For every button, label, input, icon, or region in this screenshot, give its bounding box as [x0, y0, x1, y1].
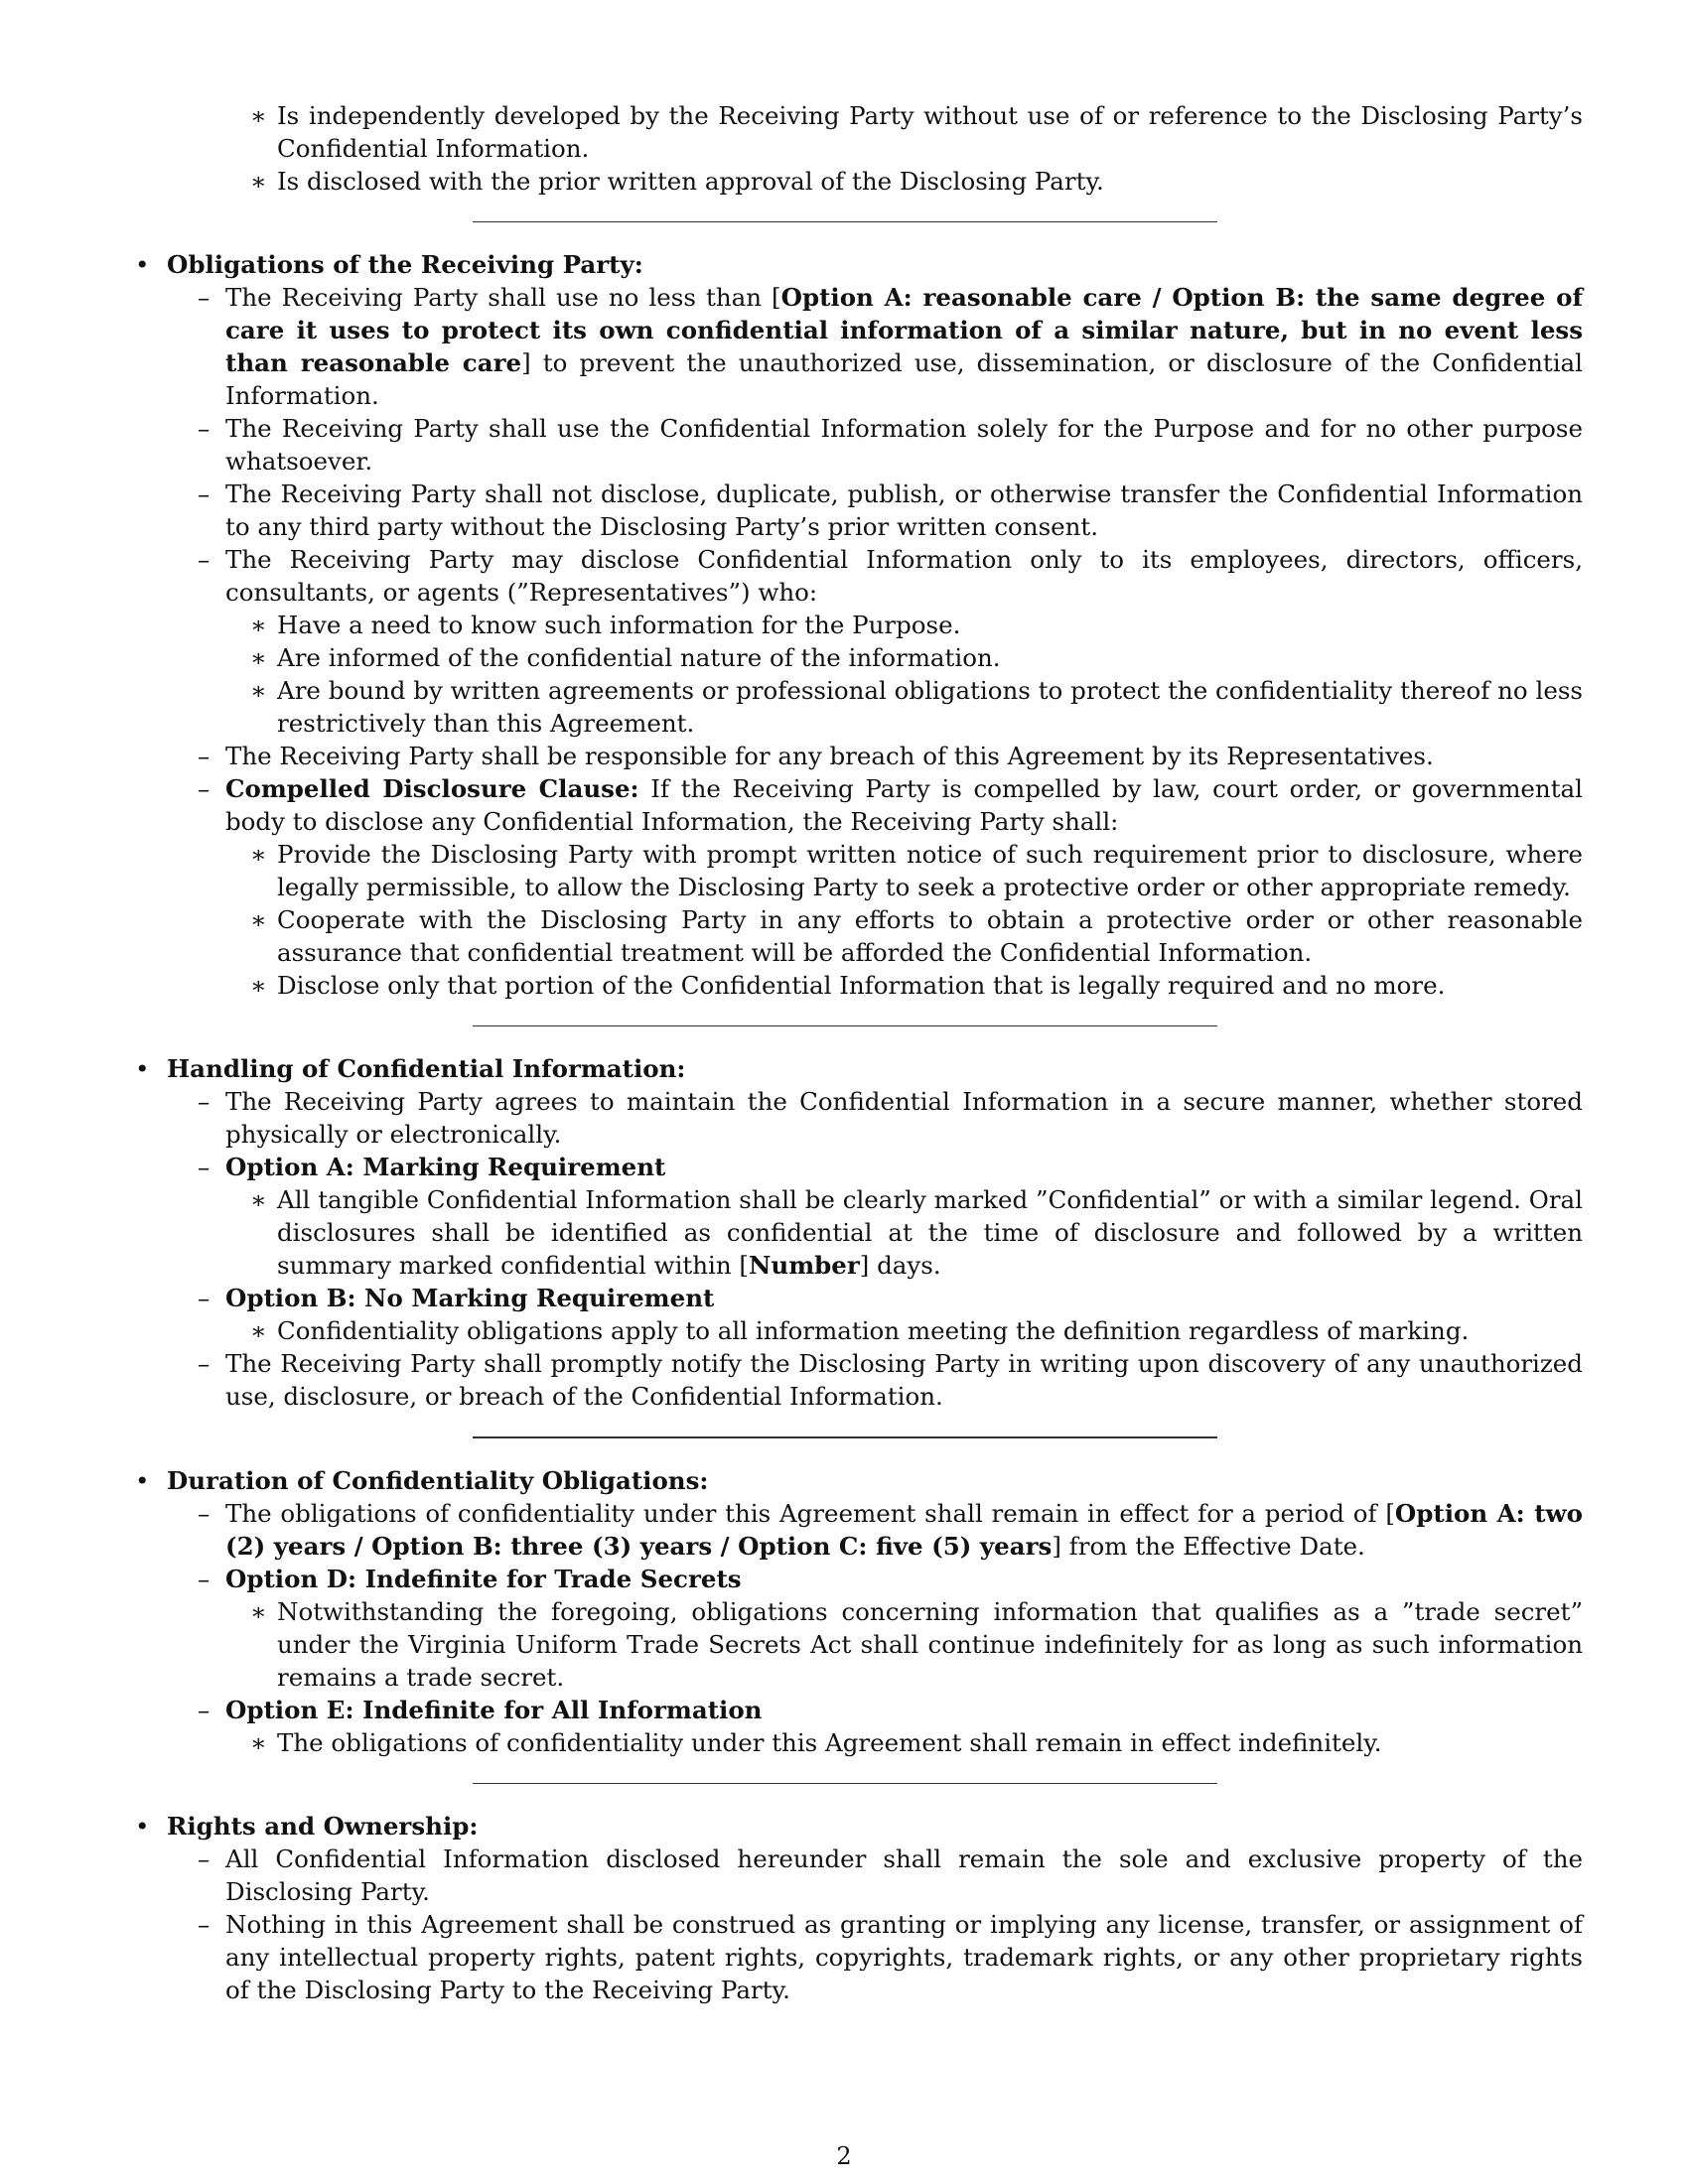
section-heading: Rights and Ownership: — [167, 1812, 479, 1841]
asterisk-bullet: ∗ — [250, 1316, 267, 1345]
asterisk-bullet: ∗ — [250, 101, 267, 130]
item-text: All tangible Confidential Information shall be clearly marked ”Confidential” or with a similar legend. Oral disclosures shall be identified as confidential at the time of disclosure and followed by a written summary marked confidential within [ — [277, 1185, 1583, 1280]
section-obligations — [133, 248, 1583, 281]
list-item — [133, 412, 1583, 478]
option-title: Option D: Indefinite for Trade Secrets — [225, 1565, 742, 1593]
item-text: Are informed of the confidential nature of the information. — [277, 643, 1001, 672]
section-heading: Obligations of the Receiving Party: — [167, 250, 643, 279]
item-text: The Receiving Party agrees to maintain the Confidential Information in a secure manner, whether stored physically or electronically. — [225, 1087, 1583, 1149]
section-heading: Handling of Confidential Information: — [167, 1054, 686, 1083]
item-text: Confidentiality obligations apply to all information meeting the definition regardless of marking. — [277, 1316, 1470, 1345]
option-title: Option E: Indefinite for All Information — [225, 1696, 763, 1724]
section-divider — [473, 1783, 1217, 1784]
dash-bullet: – — [198, 1910, 211, 1939]
item-text: ] from the Effective Date. — [1052, 1532, 1365, 1561]
item-text: Nothing in this Agreement shall be construed as granting or implying any license, transfer, or assignment of any intellectual property rights, patent rights, copyrights, trademark rights, or any other proprietary rights of the Disclosing Party to the Receiving Party. — [225, 1910, 1583, 2004]
item-text: Have a need to know such information for the Purpose. — [277, 611, 961, 639]
list-item — [133, 1085, 1583, 1151]
list-item — [133, 1595, 1583, 1694]
list-item — [133, 1347, 1583, 1413]
asterisk-bullet: ∗ — [250, 971, 267, 1000]
option-text: Option A: two (2) years / Option B: three (3) years / Option C: five (5) years — [225, 1499, 1583, 1561]
dash-bullet: – — [198, 742, 211, 770]
item-text: Provide the Disclosing Party with prompt written notice of such requirement prior to disclosure, where legally permissible, to allow the Disclosing Party to seek a protective order or other appropriate remedy. — [277, 840, 1583, 901]
list-item — [133, 609, 1583, 641]
dash-bullet: – — [198, 1565, 211, 1593]
placeholder-text: Number — [749, 1251, 860, 1280]
list-item — [133, 478, 1583, 543]
list-item — [133, 1726, 1583, 1759]
item-text: The Receiving Party shall be responsible for any breach of this Agreement by its Representatives. — [225, 742, 1434, 770]
item-text: Is independently developed by the Receiving Party without use of or reference to the Disclosing Party’s Confidential Information. — [277, 101, 1583, 163]
list-item — [133, 281, 1583, 412]
clause-title: Compelled Disclosure Clause: — [225, 774, 639, 803]
dash-bullet: – — [198, 1153, 211, 1181]
dash-bullet: – — [198, 1499, 211, 1528]
item-text: The obligations of confidentiality under this Agreement shall remain in effect indefinitely. — [277, 1728, 1382, 1757]
list-item — [133, 740, 1583, 772]
page-number: 2 — [836, 2142, 852, 2170]
dash-bullet: – — [198, 283, 211, 312]
list-item — [133, 1151, 1583, 1183]
list-item — [133, 1694, 1583, 1726]
item-text: Cooperate with the Disclosing Party in any efforts to obtain a protective order or other reasonable assurance that confidential treatment will be afforded the Confidential Information. — [277, 905, 1583, 967]
item-text: Are bound by written agreements or professional obligations to protect the confidentiality thereof no less restrictively than this Agreement. — [277, 676, 1583, 738]
list-item — [133, 1282, 1583, 1314]
bullet-dot: • — [135, 1054, 150, 1083]
asterisk-bullet: ∗ — [250, 611, 267, 639]
section-rights — [133, 1810, 1583, 1843]
dash-bullet: – — [198, 1696, 211, 1724]
list-item — [133, 1314, 1583, 1347]
section-handling — [133, 1052, 1583, 1085]
option-title: Option A: Marking Requirement — [225, 1153, 666, 1181]
list-item — [133, 969, 1583, 1002]
section-divider — [473, 1436, 1217, 1438]
list-item — [133, 1843, 1583, 1908]
list-item — [133, 165, 1583, 198]
item-text: Disclose only that portion of the Confidential Information that is legally required and no more. — [277, 971, 1446, 1000]
list-item — [133, 772, 1583, 838]
asterisk-bullet: ∗ — [250, 167, 267, 196]
item-text: If the Receiving Party is compelled by law, court order, or governmental body to disclose any Confidential Information, the Receiving Party shall: — [225, 774, 1583, 836]
asterisk-bullet: ∗ — [250, 1728, 267, 1757]
option-text: Option A: reasonable care / Option B: the same degree of care it uses to protect its own confidential information of a similar nature, but in no event less than reasonable care — [225, 283, 1583, 377]
item-text: Is disclosed with the prior written approval of the Disclosing Party. — [277, 167, 1104, 196]
list-item — [133, 838, 1583, 903]
asterisk-bullet: ∗ — [250, 840, 267, 869]
list-item — [133, 1563, 1583, 1595]
list-item — [133, 1183, 1583, 1282]
item-text: All Confidential Information disclosed hereunder shall remain the sole and exclusive property of the Disclosing Party. — [225, 1844, 1583, 1906]
bullet-dot: • — [135, 1812, 150, 1841]
dash-bullet: – — [198, 1844, 211, 1873]
item-text: The Receiving Party may disclose Confidential Information only to its employees, directors, officers, consultants, or agents (”Representatives”) who: — [225, 545, 1583, 607]
section-duration — [133, 1464, 1583, 1497]
dash-bullet: – — [198, 1284, 211, 1312]
section-divider — [473, 221, 1217, 222]
list-item — [133, 543, 1583, 609]
list-item — [133, 1908, 1583, 2006]
dash-bullet: – — [198, 479, 211, 508]
dash-bullet: – — [198, 414, 211, 443]
list-item — [133, 1497, 1583, 1563]
list-item — [133, 99, 1583, 165]
asterisk-bullet: ∗ — [250, 1185, 267, 1214]
item-text: The Receiving Party shall use the Confidential Information solely for the Purpose and for no other purpose whatsoever. — [225, 414, 1583, 476]
dash-bullet: – — [198, 1087, 211, 1116]
bullet-dot: • — [135, 1466, 150, 1495]
item-text: Notwithstanding the foregoing, obligations concerning information that qualifies as a ”trade secret” under the Virginia Uniform Trade Secrets Act shall continue indefinitely for as long as such information remains a trade secret. — [277, 1597, 1583, 1692]
item-text: The Receiving Party shall use no less than [ — [225, 283, 781, 312]
asterisk-bullet: ∗ — [250, 676, 267, 705]
list-item — [133, 903, 1583, 969]
item-text: ] to prevent the unauthorized use, dissemination, or disclosure of the Confidential Information. — [225, 348, 1583, 410]
dash-bullet: – — [198, 774, 211, 803]
document-body — [133, 99, 1583, 2006]
item-text: The Receiving Party shall promptly notify the Disclosing Party in writing upon discovery of any unauthorized use, disclosure, or breach of the Confidential Information. — [225, 1349, 1583, 1411]
item-text: The obligations of confidentiality under this Agreement shall remain in effect for a period of [ — [225, 1499, 1395, 1528]
dash-bullet: – — [198, 545, 211, 574]
list-item — [133, 641, 1583, 674]
dash-bullet: – — [198, 1349, 211, 1378]
item-text: ] days. — [859, 1251, 941, 1280]
item-text: The Receiving Party shall not disclose, duplicate, publish, or otherwise transfer the Confidential Information to any third party without the Disclosing Party’s prior written consent. — [225, 479, 1583, 541]
asterisk-bullet: ∗ — [250, 905, 267, 934]
option-title: Option B: No Marking Requirement — [225, 1284, 715, 1312]
list-item — [133, 674, 1583, 740]
asterisk-bullet: ∗ — [250, 643, 267, 672]
section-heading: Duration of Confidentiality Obligations: — [167, 1466, 709, 1495]
bullet-dot: • — [135, 250, 150, 279]
asterisk-bullet: ∗ — [250, 1597, 267, 1626]
section-divider — [473, 1025, 1217, 1026]
